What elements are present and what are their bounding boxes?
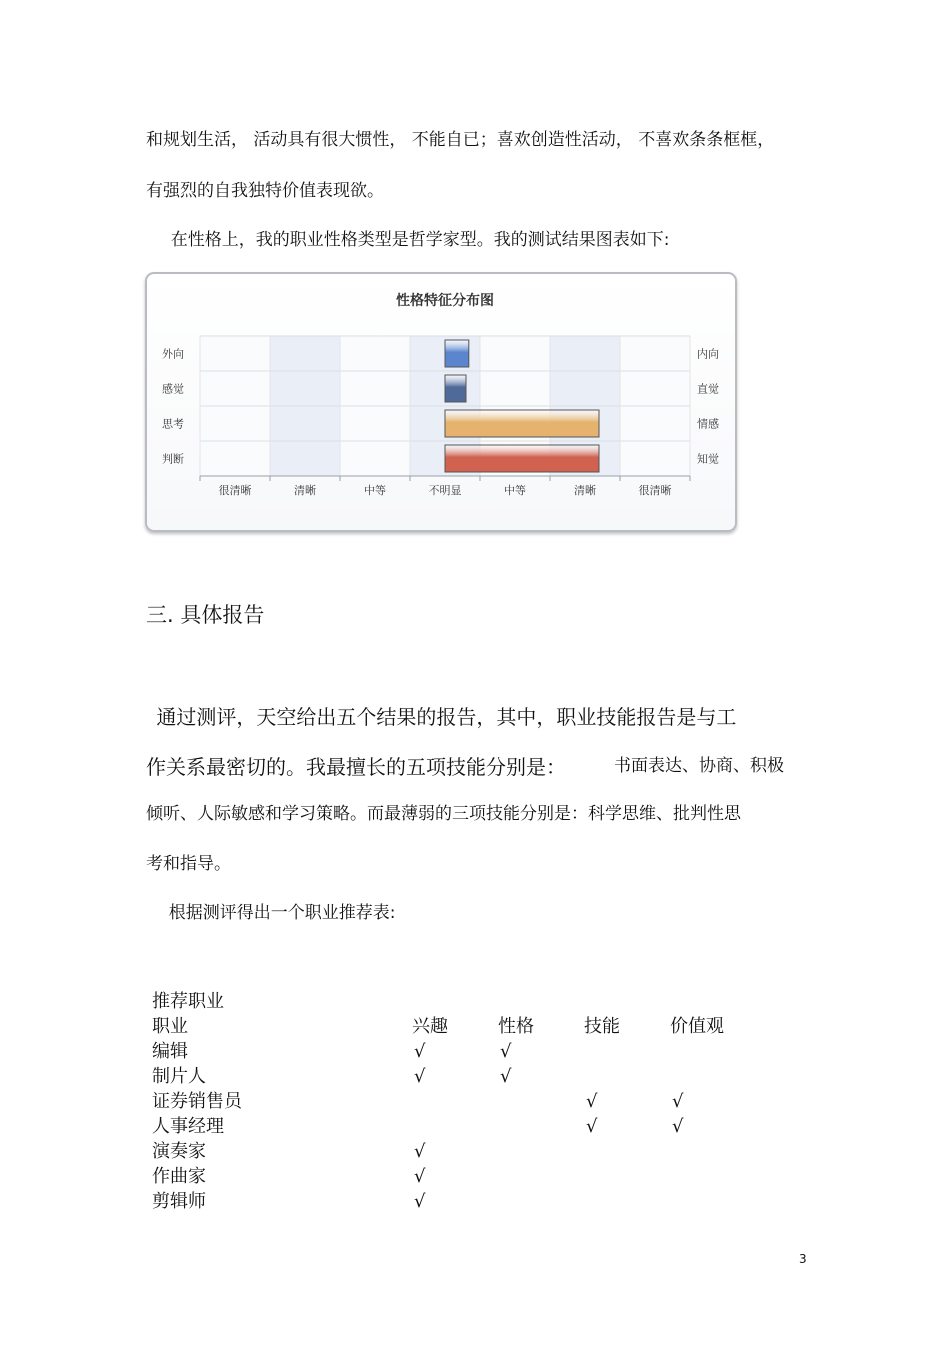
table-caption: 推荐职业 [152,991,224,1012]
chart-bar [445,340,469,367]
table-row-name: 制片人 [152,1066,206,1087]
check-mark: √ [500,1066,512,1087]
chart-right-label: 内向 [697,347,719,361]
check-mark: √ [414,1166,426,1187]
table-header-interest: 兴趣 [412,1016,448,1037]
table-row-name: 剪辑师 [152,1191,206,1212]
chart-x-tick-label: 清晰 [294,484,316,497]
table-row-name: 编辑 [152,1041,188,1062]
chart-title: 性格特征分布图 [396,293,494,309]
check-mark: √ [414,1191,426,1212]
paragraph-line: 考和指导。 [146,854,231,874]
chart-bar [445,445,599,472]
check-mark: √ [672,1116,684,1137]
table-header-career: 职业 [152,1016,188,1037]
paragraph-line: 通过测评，天空给出五个结果的报告，其中，职业技能报告是与工 [150,705,737,729]
chart-left-label: 感觉 [162,382,184,396]
chart-x-tick-label: 不明显 [428,484,462,497]
table-row-name: 作曲家 [152,1166,206,1187]
chart-right-label: 情感 [697,417,719,431]
chart-right-label: 知觉 [697,452,719,466]
check-mark: √ [414,1141,426,1162]
paragraph-line: 书面表达、协商、积极 [614,756,784,776]
chart-x-tick-label: 中等 [504,484,526,497]
chart-left-label: 判断 [162,452,184,466]
check-mark: √ [586,1116,598,1137]
chart-left-label: 外向 [162,347,184,361]
paragraph-line: 倾听、人际敏感和学习策略。而最薄弱的三项技能分别是：科学思维、批判性思 [146,804,741,824]
chart-x-tick-label: 很清晰 [638,484,672,497]
chart-x-tick-label: 清晰 [574,484,596,497]
paragraph-line: 和规划生活， 活动具有很大惯性， 不能自已；喜欢创造性活动， 不喜欢条条框框， [146,130,775,150]
section-heading: 三. 具体报告 [146,603,265,627]
table-header-values: 价值观 [670,1016,724,1037]
check-mark: √ [414,1041,426,1062]
paragraph-line: 作关系最密切的。我最擅长的五项技能分别是： [146,755,566,779]
table-header-personality: 性格 [498,1016,534,1037]
check-mark: √ [586,1091,598,1112]
check-mark: √ [414,1066,426,1087]
table-header-skill: 技能 [584,1016,620,1037]
chart-bar [445,410,599,437]
table-row-name: 人事经理 [152,1116,224,1137]
chart-x-tick-label: 中等 [364,484,386,497]
check-mark: √ [500,1041,512,1062]
check-mark: √ [672,1091,684,1112]
chart-right-label: 直觉 [697,382,719,396]
table-row-name: 证券销售员 [152,1091,242,1112]
chart-bar [445,375,466,402]
chart-canvas [147,274,739,534]
table-row-name: 演奏家 [152,1141,206,1162]
chart-x-tick-label: 很清晰 [218,484,252,497]
paragraph-line: 根据测评得出一个职业推荐表: [158,903,396,923]
paragraph-line: 在性格上，我的职业性格类型是哲学家型。我的测试结果图表如下: [160,230,670,250]
personality-chart [145,272,737,532]
paragraph-line: 有强烈的自我独特价值表现欲。 [146,181,384,201]
page-number: 3 [799,1252,807,1266]
chart-left-label: 思考 [162,417,184,431]
